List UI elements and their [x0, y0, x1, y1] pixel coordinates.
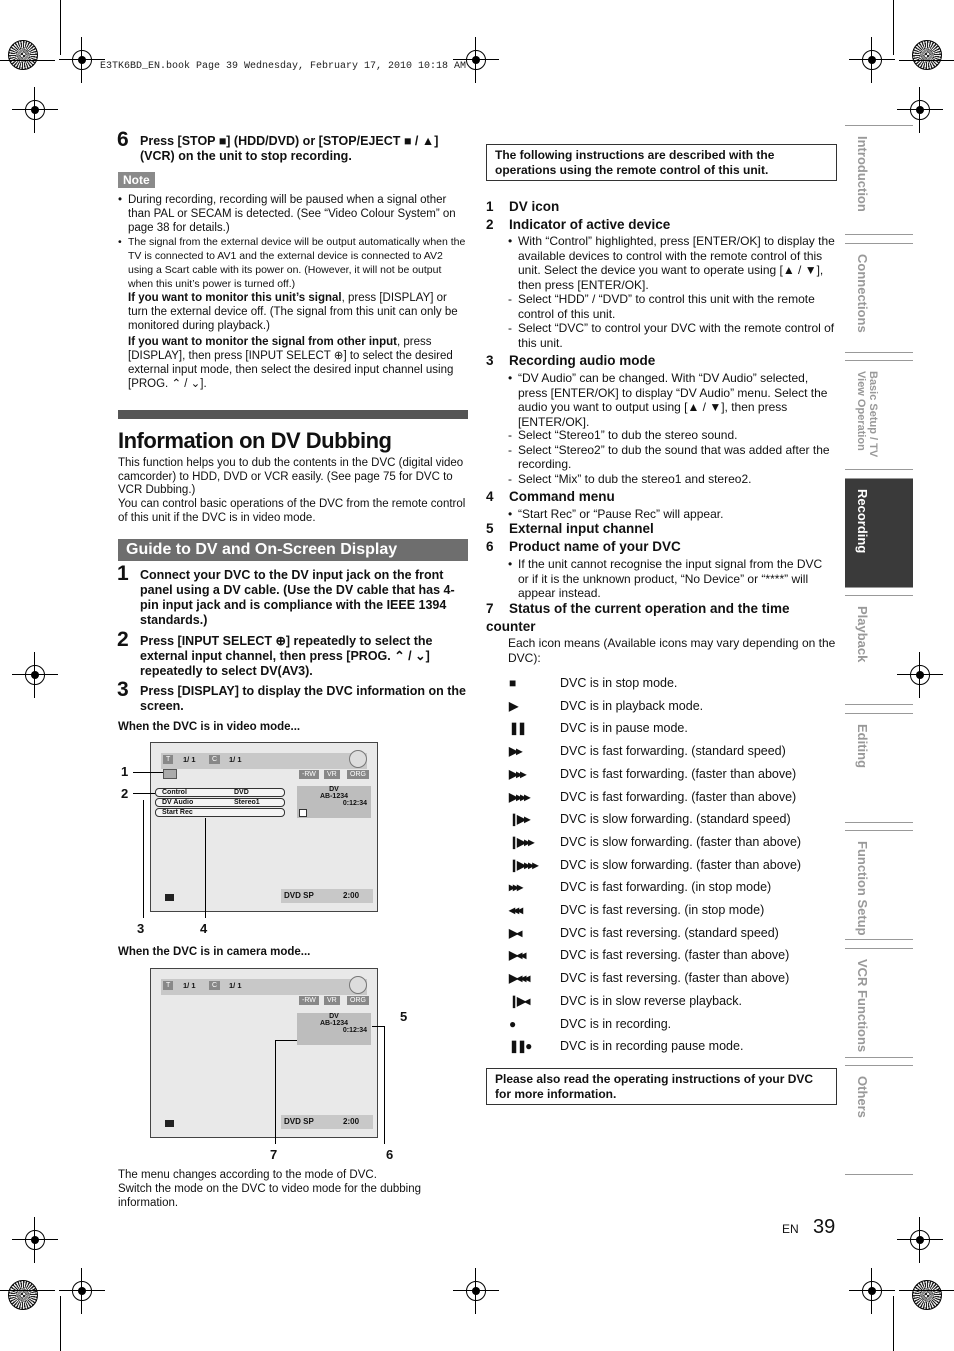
note-monitor-other: [128, 335, 468, 391]
playback-status-icon: ❚❚: [509, 721, 526, 736]
leader-line: [275, 1040, 276, 1144]
playback-status-icon: ▶: [509, 698, 517, 713]
item-2-heading: 2 Indicator of active device: [486, 217, 671, 232]
tab-basic-setup-tv-view-operation[interactable]: [845, 360, 913, 470]
crosshair-icon: [857, 45, 887, 75]
note-item: • During recording, recording will be paused when a signal other than PAL or SECAM is detected. (See “Video Colour System” on page 38 for details.): [118, 193, 468, 235]
playback-status-icon: ●: [509, 1016, 515, 1031]
tab-label: Editing: [855, 724, 870, 769]
step-number: 3: [117, 678, 129, 701]
page-number: 39: [813, 1216, 836, 1238]
status-bar: DVD SP 2:00: [281, 1115, 373, 1129]
stop-icon: [165, 894, 174, 901]
item-3-dashes: - Select “Stereo1” to dub the stereo sound. - Select “Stereo2” to dub the sound that was added after the recording. - Select “Mix” to dub the stereo1 and stereo2.: [508, 428, 836, 486]
status-icon-description: DVC is fast reversing. (standard speed): [560, 925, 779, 940]
crosshair-icon: [20, 1225, 50, 1255]
playback-status-icon: ❚❚●: [509, 1039, 531, 1054]
step-3-text: Press [DISPLAY] to display the DVC information on the screen.: [140, 684, 466, 713]
callout-6: 6: [386, 1147, 394, 1162]
playback-status-icon: ❙▶◂: [509, 993, 529, 1008]
tab-label: Others: [855, 1076, 870, 1118]
playback-status-icon: ◂◂◂: [509, 903, 522, 917]
tab-label: Introduction: [855, 136, 870, 212]
media-chip: VR: [324, 996, 340, 1005]
crosshair-icon: [905, 95, 935, 125]
status-icon-description: DVC is in playback mode.: [560, 698, 704, 713]
tab-label: Basic Setup / TV View Operation: [855, 371, 879, 458]
item-3-bullet: • “DV Audio” can be changed. With “DV Audio” selected, press [ENTER/OK] to display “DV Audio” menu. Select the audio you want to output using [▲ / ▼], then press [ENTER/OK].: [508, 371, 836, 429]
playback-status-icon: ▶◂: [509, 925, 521, 940]
playback-status-icon: ▶▸: [509, 744, 521, 759]
step-number: 2: [117, 628, 129, 651]
tab-vcr-functions[interactable]: [845, 948, 913, 1058]
tab-recording[interactable]: [845, 478, 913, 588]
tab-label: Function Setup: [855, 841, 870, 936]
item-1-heading: 1 DV icon: [486, 199, 560, 214]
playback-status-icon: ▸▸▸: [509, 880, 522, 895]
print-header: E3TK6BD_EN.book Page 39 Wednesday, February 17, 2010 10:18 AM: [100, 61, 467, 72]
title-count: 1/ 1: [183, 981, 196, 990]
video-mode-screen: [150, 742, 378, 912]
item-6-bullet: • If the unit cannot recognise the input signal from the DVC or if it is the unknown product, “No Device” or “****” will appear instead.: [508, 557, 836, 601]
dv-info-box: DV AB-1234 0:12:34: [297, 786, 371, 818]
footer-text-2: Switch the mode on the DVC to video mode for the dubbing information.: [118, 1183, 422, 1209]
crop-mark: [60, 0, 61, 55]
crosshair-icon: [67, 1276, 97, 1306]
item-2-dashes: - Select “HDD” / “DVD” to control this unit with the remote control of this unit. - Select “DVC” to control your DVC with the remote control of this unit.: [508, 292, 836, 350]
media-chip: -RW: [299, 996, 319, 1005]
registration-disc-icon: [912, 40, 942, 70]
tab-label: VCR Functions: [855, 959, 870, 1053]
status-icon-description: DVC is fast forwarding. (in stop mode): [560, 880, 772, 895]
crop-mark: [893, 0, 894, 55]
menu-row-start-rec: Start Rec: [155, 808, 285, 817]
tab-function-setup[interactable]: [845, 830, 913, 940]
callout-7: 7: [270, 1147, 278, 1162]
step-2-text: Press [INPUT SELECT ⊕] repeatedly to select the external input channel, then press [PROG. ⌃ / ⌄] repeatedly to select DV(AV3).: [140, 634, 433, 678]
media-chip: ORG: [347, 996, 369, 1005]
tab-connections[interactable]: [845, 243, 913, 353]
chapter-icon: C: [209, 981, 220, 990]
crop-mark: [893, 1296, 894, 1351]
registration-disc-icon: [8, 40, 38, 70]
tab-label: Playback: [855, 606, 870, 663]
chapter-count: 1/ 1: [229, 755, 242, 764]
callout-5: 5: [400, 1009, 408, 1024]
crosshair-icon: [20, 95, 50, 125]
status-icon-description: DVC is in recording pause mode.: [560, 1039, 744, 1054]
crosshair-icon: [20, 660, 50, 690]
chapter-count: 1/ 1: [229, 981, 242, 990]
playback-status-icon: ▶◂◂◂: [509, 971, 529, 986]
note-monitor-own-bold: If you want to monitor this unit’s signal: [128, 292, 342, 304]
crop-mark: [0, 60, 55, 61]
read-instructions-box: Please also read the operating instructions of your DVC for more information.: [486, 1068, 837, 1105]
status-icon-description: DVC is slow forwarding. (faster than above): [560, 857, 802, 872]
playback-status-icon: ▶▸▸: [509, 766, 525, 781]
status-icon-description: DVC is in slow reverse playback.: [560, 993, 743, 1008]
step-number: 6: [117, 128, 129, 151]
title-icon: T: [163, 755, 173, 764]
tab-introduction[interactable]: [845, 125, 913, 235]
crosshair-icon: [67, 45, 97, 75]
tab-others[interactable]: [845, 1065, 913, 1175]
playback-status-icon: ❙▶▸: [509, 812, 529, 827]
item-4-bullet: • “Start Rec” or “Pause Rec” will appear.: [508, 507, 836, 522]
crosshair-icon: [461, 1276, 491, 1306]
note-badge: Note: [118, 172, 155, 188]
tab-editing[interactable]: [845, 713, 913, 823]
video-mode-label: When the DVC is in video mode...: [118, 721, 301, 733]
status-icon-description: DVC is fast reversing. (faster than above): [560, 971, 790, 986]
disc-icon: [349, 750, 367, 768]
tab-label: Recording: [855, 489, 870, 554]
callout-1: 1: [121, 764, 129, 779]
status-icon-description: DVC is slow forwarding. (faster than above): [560, 834, 802, 849]
note-monitor-other-rest: , press [DISPLAY], then press [INPUT SELECT ⊕] to select the desired external input mode, then select the desired input channel using [PROG. ⌃ / ⌄].: [128, 336, 454, 390]
menu-row-dv-audio: DV Audio Stereo1: [155, 798, 285, 807]
status-icon-description: DVC is in pause mode.: [560, 721, 688, 736]
item-7-body: Each icon means (Available icons may vary depending on the DVC):: [508, 636, 836, 665]
item-7-heading: 7 Status of the current operation and the time counter: [486, 601, 790, 634]
status-icon: [299, 809, 307, 817]
status-icon-description: DVC is fast reversing. (faster than above): [560, 948, 790, 963]
status-icon-description: DVC is fast forwarding. (faster than above): [560, 766, 797, 781]
step-number: 1: [117, 562, 129, 585]
section-body-1: This function helps you to dub the contents in the DVC (digital video camcorder) to HDD, DVD or VCR easily. (See page 75 for DVC to VCR Dubbing.): [118, 457, 464, 496]
crop-mark: [60, 1296, 61, 1351]
section-rule: [118, 410, 468, 419]
crosshair-icon: [905, 1225, 935, 1255]
callout-3: 3: [137, 921, 145, 936]
item-2-bullet: • With “Control” highlighted, press [ENTER/OK] to display the available devices to control with the remote control of this unit. Select the device you want to operate using [▲ / ▼], then press [ENTER/OK].: [508, 234, 836, 292]
playback-status-icon: ❙▶▸▸▸: [509, 857, 537, 872]
status-icon-description: DVC is fast forwarding. (faster than above): [560, 789, 797, 804]
status-icon-description: DVC is fast reversing. (in stop mode): [560, 903, 765, 917]
section-body-2: You can control basic operations of the DVC from the remote control of this unit if the DVC is in video mode.: [118, 498, 466, 524]
crosshair-icon: [857, 1276, 887, 1306]
leader-line: [384, 1026, 385, 1144]
crop-mark: [899, 1290, 954, 1291]
dv-info-box: DV AB-1234 0:12:34: [297, 1013, 371, 1045]
note-monitor-own: [128, 291, 468, 333]
media-chip: VR: [324, 770, 340, 779]
step-1-text: Connect your DVC to the DV input jack on the front panel using a DV cable. (Use the DV cable that has 4-pin input jack and is compliance with the IEEE 1394 standards.): [140, 568, 455, 627]
footer-text-1: The menu changes according to the mode of DVC.: [118, 1169, 377, 1181]
registration-disc-icon: [912, 1280, 942, 1310]
leader-line: [205, 818, 206, 918]
item-5-heading: 5 External input channel: [486, 521, 654, 536]
dv-icon: [163, 769, 177, 779]
playback-status-icon: ▶◂◂: [509, 948, 525, 963]
item-6-heading: 6 Product name of your DVC: [486, 539, 681, 554]
tab-playback[interactable]: [845, 595, 913, 705]
status-icon-description: DVC is in stop mode.: [560, 676, 678, 690]
crosshair-icon: [461, 45, 491, 75]
item-4-heading: 4 Command menu: [486, 489, 615, 504]
crop-mark: [0, 1290, 55, 1291]
callout-2: 2: [121, 786, 129, 801]
note-item: • The signal from the external device will be output automatically when the TV is connected to AV1 and the external device is connected to AV2 using a Scart cable with its power on. (However, it will not be output when this unit’s power is turned off.): [118, 235, 468, 291]
item-3-heading: 3 Recording audio mode: [486, 353, 656, 368]
disc-icon: [349, 976, 367, 994]
status-icon-description: DVC is fast forwarding. (standard speed): [560, 744, 786, 759]
leader-line: [143, 800, 144, 918]
playback-status-icon: ■: [509, 676, 515, 690]
media-chip: ORG: [347, 770, 369, 779]
registration-disc-icon: [8, 1280, 38, 1310]
callout-4: 4: [200, 921, 208, 936]
title-icon: T: [163, 981, 173, 990]
note-monitor-other-bold: If you want to monitor the signal from other input: [128, 336, 397, 348]
leader-line: [133, 793, 155, 794]
playback-status-icon: ❙▶▸▸: [509, 834, 533, 849]
step-6-text: Press [STOP ■] (HDD/DVD) or [STOP/EJECT ■ / ▲] (VCR) on the unit to stop recording.: [140, 134, 439, 163]
camera-mode-label: When the DVC is in camera mode...: [118, 946, 311, 958]
chapter-icon: C: [209, 755, 220, 764]
stop-icon: [165, 1120, 174, 1127]
leader-line: [133, 772, 163, 773]
camera-mode-screen: [150, 968, 378, 1138]
instruction-box: The following instructions are described with the operations using the remote control of this unit.: [486, 144, 837, 181]
status-icon-description: DVC is slow forwarding. (standard speed): [560, 812, 791, 827]
title-count: 1/ 1: [183, 755, 196, 764]
playback-status-icon: ▶▸▸▸: [509, 789, 529, 804]
status-bar: DVD SP 2:00: [281, 889, 373, 903]
note-monitor-own-rest: , press [DISPLAY] or turn the external device off. (The signal from this unit can only be monitored during playback.): [128, 292, 458, 332]
guide-heading: Guide to DV and On-Screen Display: [118, 539, 468, 561]
crop-mark: [899, 60, 954, 61]
section-title: Information on DV Dubbing: [118, 428, 392, 453]
leader-line: [372, 1026, 384, 1027]
status-icon-description: DVC is in recording.: [560, 1016, 672, 1031]
menu-row-control: Control DVD: [155, 788, 285, 797]
note-list: [118, 193, 468, 291]
page-lang: EN: [782, 1222, 799, 1236]
leader-line: [275, 1040, 297, 1041]
media-chip: -RW: [299, 770, 319, 779]
tab-label: Connections: [855, 254, 870, 333]
